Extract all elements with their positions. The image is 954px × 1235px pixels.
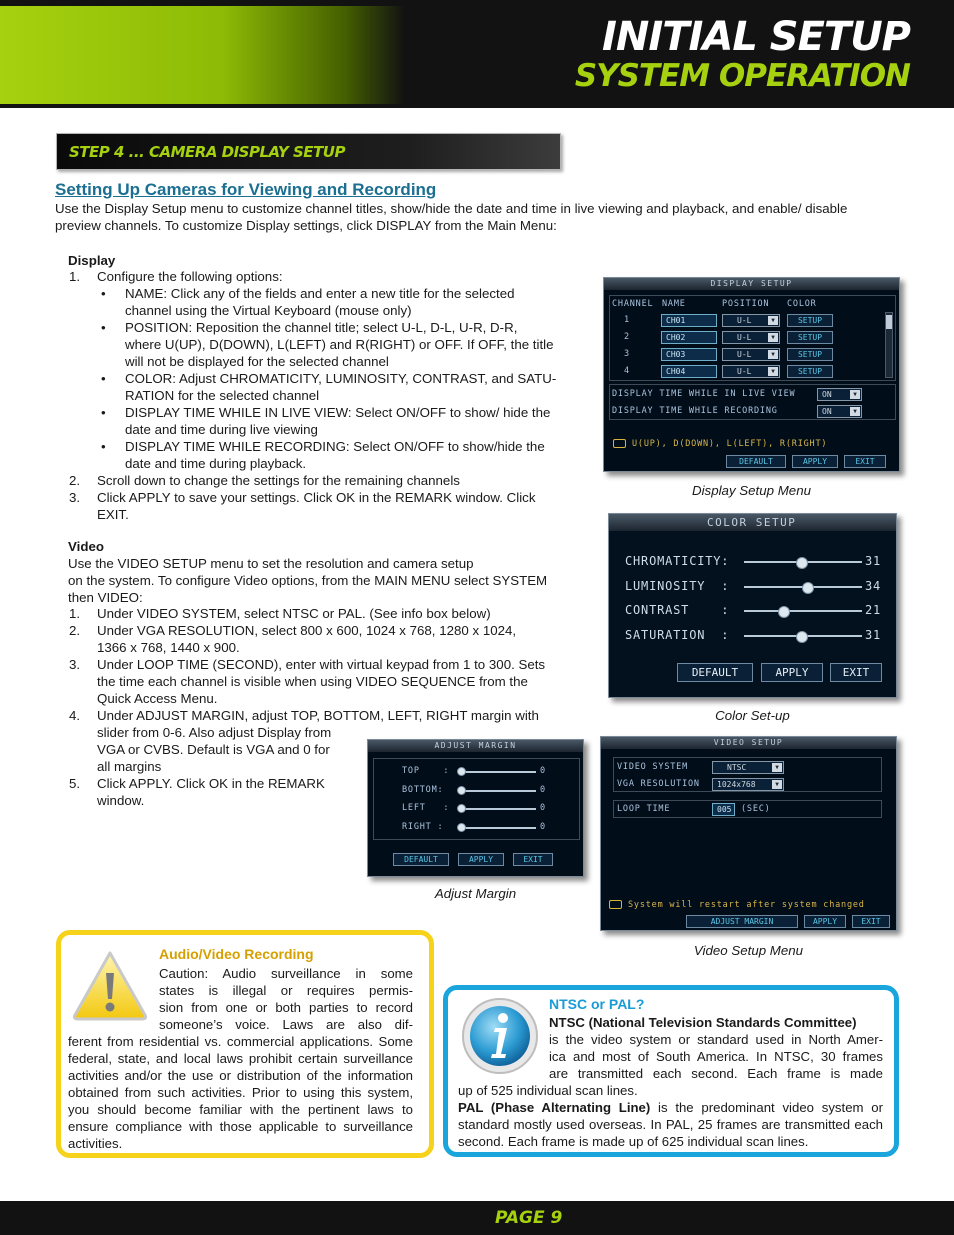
ntsc-term: NTSC (National Television Standards Committee) bbox=[549, 1015, 857, 1030]
display-menu-caption: Display Setup Menu bbox=[692, 483, 811, 498]
step-text: all margins bbox=[97, 759, 162, 774]
color-apply-button[interactable]: APPLY bbox=[761, 663, 823, 682]
bullet: • bbox=[101, 405, 106, 420]
video-menu-caption: Video Setup Menu bbox=[693, 943, 804, 958]
page-title: INITIAL SETUP bbox=[602, 14, 910, 60]
margin-apply-button[interactable]: APPLY bbox=[458, 853, 504, 866]
position-value: U-L bbox=[737, 316, 752, 325]
color-slider-knob[interactable] bbox=[802, 582, 814, 594]
chevron-down-icon: ▼ bbox=[768, 367, 778, 376]
channel-name-field[interactable]: CH03 bbox=[661, 348, 717, 361]
display-heading: Display bbox=[68, 253, 116, 268]
bullet: • bbox=[101, 320, 106, 335]
step-number: 3. bbox=[69, 657, 81, 672]
step-number: 4. bbox=[69, 708, 81, 723]
warning-box bbox=[56, 930, 434, 1158]
margin-slider-knob[interactable] bbox=[457, 767, 466, 776]
info-title: NTSC or PAL? bbox=[549, 996, 645, 1012]
color-menu-caption: Color Set-up bbox=[715, 708, 790, 723]
ntsc-text-end: up of 525 individual scan lines. bbox=[458, 1083, 638, 1098]
adjust-margin-screenshot bbox=[367, 739, 584, 877]
channel-number: 1 bbox=[624, 315, 630, 325]
channel-name-field[interactable]: CH04 bbox=[661, 365, 717, 378]
hint-icon bbox=[609, 900, 622, 909]
col-header-position: POSITION bbox=[722, 299, 770, 309]
chevron-down-icon: ▼ bbox=[850, 390, 860, 399]
color-label: LUMINOSITY : bbox=[625, 578, 730, 593]
loop-time-input[interactable]: 005 bbox=[712, 803, 735, 816]
channel-number: 2 bbox=[624, 332, 630, 342]
warning-text-line: Caution: Audio surveillance in some bbox=[159, 966, 413, 981]
margin-value: 0 bbox=[540, 784, 546, 795]
position-dropdown[interactable] bbox=[722, 314, 780, 327]
color-setup-button[interactable]: SETUP bbox=[787, 331, 833, 344]
margin-slider-track[interactable] bbox=[460, 808, 536, 810]
pal-term: PAL (Phase Alternating Line) bbox=[458, 1100, 651, 1115]
step-text: Under ADJUST MARGIN, adjust TOP, BOTTOM, LEFT, RIGHT margin with bbox=[97, 708, 539, 723]
pal-text: is the predominant video system or standard mostly used overseas. In PAL, 25 frames are transmitted each second. Each frame is made up of 625 individual scan lines. bbox=[458, 1100, 883, 1149]
color-value: 31 bbox=[865, 554, 882, 568]
position-dropdown[interactable] bbox=[722, 331, 780, 344]
page-footer bbox=[0, 1201, 954, 1235]
position-value: U-L bbox=[737, 367, 752, 376]
header-accent bbox=[0, 6, 405, 104]
color-exit-button[interactable]: EXIT bbox=[830, 663, 882, 682]
display-hint: U(UP), D(DOWN), L(LEFT), R(RIGHT) bbox=[632, 439, 828, 449]
display-exit-button[interactable]: EXIT bbox=[844, 455, 886, 468]
bullet: • bbox=[101, 286, 106, 301]
ntsc-text-line: is the video system or standard used in North Amer- bbox=[549, 1032, 883, 1047]
bullet: • bbox=[101, 371, 106, 386]
step-bar bbox=[56, 133, 561, 170]
col-header-name: NAME bbox=[662, 299, 686, 309]
display-menu-title: DISPLAY SETUP bbox=[604, 278, 899, 290]
recording-label: DISPLAY TIME WHILE RECORDING bbox=[612, 406, 778, 416]
step-text: slider from 0-6. Also adjust Display from bbox=[97, 725, 332, 740]
step-text: Quick Access Menu. bbox=[97, 691, 218, 706]
adjust-margin-button[interactable]: ADJUST MARGIN bbox=[686, 915, 798, 928]
color-slider-knob[interactable] bbox=[796, 557, 808, 569]
margin-slider-track[interactable] bbox=[460, 790, 536, 792]
position-value: U-L bbox=[737, 333, 752, 342]
color-value: 21 bbox=[865, 603, 882, 617]
channel-number: 4 bbox=[624, 366, 630, 376]
channel-name-field[interactable]: CH02 bbox=[661, 331, 717, 344]
position-dropdown[interactable] bbox=[722, 348, 780, 361]
warning-text-line: sion from one or both parties to record bbox=[159, 1000, 413, 1015]
info-box bbox=[443, 985, 899, 1157]
position-value: U-L bbox=[737, 350, 752, 359]
margin-value: 0 bbox=[540, 821, 546, 832]
step-text: channel using the Virtual Keyboard (mouse only) bbox=[125, 303, 412, 318]
step-text: VGA or CVBS. Default is VGA and 0 for bbox=[97, 742, 330, 757]
margin-label: RIGHT : bbox=[402, 821, 444, 832]
step-text: Under LOOP TIME (SECOND), enter with virtual keypad from 1 to 300. Sets bbox=[97, 657, 546, 672]
step-text: POSITION: Reposition the channel title; select U-L, D-L, U-R, D-R, bbox=[125, 320, 518, 335]
margin-default-button[interactable]: DEFAULT bbox=[393, 853, 449, 866]
video-hint: System will restart after system changed bbox=[628, 900, 865, 910]
margin-slider-track[interactable] bbox=[460, 827, 536, 829]
recording-dropdown[interactable]: ON ▼ bbox=[817, 405, 862, 418]
chevron-down-icon: ▼ bbox=[772, 763, 782, 772]
pal-paragraph bbox=[458, 1099, 883, 1150]
video-exit-button[interactable]: EXIT bbox=[852, 915, 890, 928]
page-subtitle: SYSTEM OPERATION bbox=[574, 58, 910, 94]
step-text: Click APPLY. Click OK in the REMARK bbox=[97, 776, 325, 791]
step-number: 1. bbox=[69, 606, 81, 621]
live-view-label: DISPLAY TIME WHILE IN LIVE VIEW bbox=[612, 389, 796, 399]
video-system-label: VIDEO SYSTEM bbox=[617, 762, 689, 772]
step-number: 5. bbox=[69, 776, 81, 791]
step-text: will not be displayed for the selected channel bbox=[125, 354, 389, 369]
loop-time-unit: (SEC) bbox=[741, 804, 771, 814]
scroll-thumb[interactable] bbox=[886, 315, 892, 329]
color-setup-button[interactable]: SETUP bbox=[787, 365, 833, 378]
color-default-button[interactable]: DEFAULT bbox=[677, 663, 753, 682]
chevron-down-icon: ▼ bbox=[850, 407, 860, 416]
video-heading: Video bbox=[68, 539, 104, 554]
margin-label: TOP : bbox=[402, 766, 450, 776]
color-value: 31 bbox=[865, 627, 882, 642]
warning-text-line: states is illegal or requires permis- bbox=[159, 983, 413, 998]
step-text: date and time during live viewing bbox=[125, 422, 318, 437]
step-text: window. bbox=[97, 793, 145, 808]
page-header bbox=[0, 0, 954, 108]
step-text: date and time during playback. bbox=[125, 456, 307, 471]
bullet: • bbox=[101, 439, 106, 454]
color-slider-knob[interactable] bbox=[778, 606, 790, 618]
loop-time-label: LOOP TIME bbox=[617, 804, 671, 814]
color-slider-track[interactable] bbox=[744, 610, 862, 612]
warning-title: Audio/Video Recording bbox=[159, 946, 314, 962]
vga-resolution-label: VGA RESOLUTION bbox=[617, 779, 700, 789]
margin-menu-caption: Adjust Margin bbox=[434, 886, 517, 901]
step-title: STEP 4 ... CAMERA DISPLAY SETUP bbox=[69, 143, 345, 161]
color-label: CHROMATICITY: bbox=[625, 554, 730, 568]
warning-text-line: someone’s voice. Laws are also dif- bbox=[159, 1017, 413, 1032]
hint-icon bbox=[613, 439, 626, 448]
col-header-channel: CHANNEL bbox=[612, 299, 654, 309]
video-intro-line: on the system. To configure Video options, from the MAIN MENU select SYSTEM bbox=[68, 573, 548, 588]
chevron-down-icon: ▼ bbox=[768, 316, 778, 325]
step-text: Click APPLY to save your settings. Click OK in the REMARK window. Click bbox=[97, 490, 536, 505]
video-apply-button[interactable]: APPLY bbox=[804, 915, 846, 928]
step-text: COLOR: Adjust CHROMATICITY, LUMINOSITY, CONTRAST, and SATU- bbox=[125, 371, 557, 386]
color-label: SATURATION : bbox=[625, 627, 730, 642]
color-label: CONTRAST : bbox=[625, 603, 730, 617]
section-title: Setting Up Cameras for Viewing and Recording bbox=[55, 180, 437, 199]
chevron-down-icon: ▼ bbox=[772, 780, 782, 789]
step-text: Under VGA RESOLUTION, select 800 x 600, 1024 x 768, 1280 x 1024, bbox=[97, 623, 517, 638]
vga-resolution-dropdown[interactable]: 1024x768 ▼ bbox=[712, 778, 784, 791]
step-text: NAME: Click any of the fields and enter a new title for the selected bbox=[125, 286, 515, 301]
warning-text: ferent from residential vs. commercial applications. Some federal, state, and local laws prohibit certain surveillance activities and/or the use or distribution of the information obtained from such activities. Prior to using this system, you should become familiar with the pertinent laws to ensure compliance with those applicable to surveillance activities. bbox=[68, 1034, 413, 1151]
step-number: 2. bbox=[69, 473, 81, 488]
color-setup-button[interactable]: SETUP bbox=[787, 314, 833, 327]
live-view-dropdown[interactable]: ON ▼ bbox=[817, 388, 862, 401]
video-system-dropdown[interactable]: NTSC ▼ bbox=[712, 761, 784, 774]
video-intro-line: Use the VIDEO SETUP menu to set the resolution and camera setup bbox=[68, 556, 474, 571]
color-setup-button[interactable]: SETUP bbox=[787, 348, 833, 361]
step-text: RATION for the selected channel bbox=[125, 388, 320, 403]
video-setup-screenshot bbox=[600, 736, 897, 931]
color-slider-knob[interactable] bbox=[796, 631, 808, 643]
ntsc-text-line: ica and most of South America. In NTSC, 30 frames bbox=[549, 1049, 883, 1064]
margin-menu-title: ADJUST MARGIN bbox=[368, 740, 583, 752]
channel-name-field[interactable]: CH01 bbox=[661, 314, 717, 327]
video-intro-line: then VIDEO: bbox=[68, 590, 143, 605]
color-value: 34 bbox=[865, 578, 882, 593]
col-header-color: COLOR bbox=[787, 299, 817, 309]
warning-icon bbox=[71, 949, 149, 1021]
channel-scrollbar[interactable] bbox=[885, 312, 893, 378]
step-text: DISPLAY TIME WHILE RECORDING: Select ON/OFF to show/hide the bbox=[125, 439, 545, 454]
display-apply-button[interactable]: APPLY bbox=[792, 455, 838, 468]
step-text: Under VIDEO SYSTEM, select NTSC or PAL. (See info box below) bbox=[97, 606, 491, 621]
channel-number: 3 bbox=[624, 349, 630, 359]
step-number: 1. bbox=[69, 269, 81, 284]
margin-slider-knob[interactable] bbox=[457, 786, 466, 795]
page-number: PAGE 9 bbox=[495, 1208, 563, 1228]
margin-label: LEFT : bbox=[402, 803, 450, 813]
step-number: 2. bbox=[69, 623, 81, 638]
display-setup-screenshot bbox=[603, 277, 900, 472]
chevron-down-icon: ▼ bbox=[768, 333, 778, 342]
step-number: 3. bbox=[69, 490, 81, 505]
step-text: Scroll down to change the settings for the remaining channels bbox=[97, 473, 460, 488]
margin-value: 0 bbox=[540, 766, 546, 776]
step-text: Configure the following options: bbox=[97, 269, 283, 284]
step-text: 1366 x 768, 1440 x 900. bbox=[97, 640, 240, 655]
video-menu-title: VIDEO SETUP bbox=[601, 737, 896, 749]
color-setup-screenshot bbox=[608, 513, 897, 698]
step-text: EXIT. bbox=[97, 507, 129, 522]
margin-slider-knob[interactable] bbox=[457, 823, 466, 832]
step-text: DISPLAY TIME WHILE IN LIVE VIEW: Select ON/OFF to show/ hide the bbox=[125, 405, 551, 420]
display-default-button[interactable]: DEFAULT bbox=[726, 455, 786, 468]
margin-slider-knob[interactable] bbox=[457, 804, 466, 813]
margin-exit-button[interactable]: EXIT bbox=[513, 853, 553, 866]
info-icon bbox=[460, 996, 540, 1076]
color-menu-title: COLOR SETUP bbox=[609, 514, 896, 531]
intro-paragraph: Use the Display Setup menu to customize channel titles, show/hide the date and time in live viewing and playback, and enable/ disable preview channels. To customize Display settings, click DISPLAY from the Main Menu: bbox=[55, 201, 848, 233]
margin-label: BOTTOM: bbox=[402, 784, 444, 795]
ntsc-text-line: are transmitted each second. Each frame is made bbox=[549, 1066, 883, 1081]
chevron-down-icon: ▼ bbox=[768, 350, 778, 359]
position-dropdown[interactable] bbox=[722, 365, 780, 378]
step-text: where U(UP), D(DOWN), L(LEFT) and R(RIGHT) or OFF. If OFF, the title bbox=[125, 337, 554, 352]
margin-slider-track[interactable] bbox=[460, 771, 536, 773]
step-text: the time each channel is visible when using VIDEO SEQUENCE from the bbox=[97, 674, 528, 689]
margin-value: 0 bbox=[540, 803, 546, 813]
